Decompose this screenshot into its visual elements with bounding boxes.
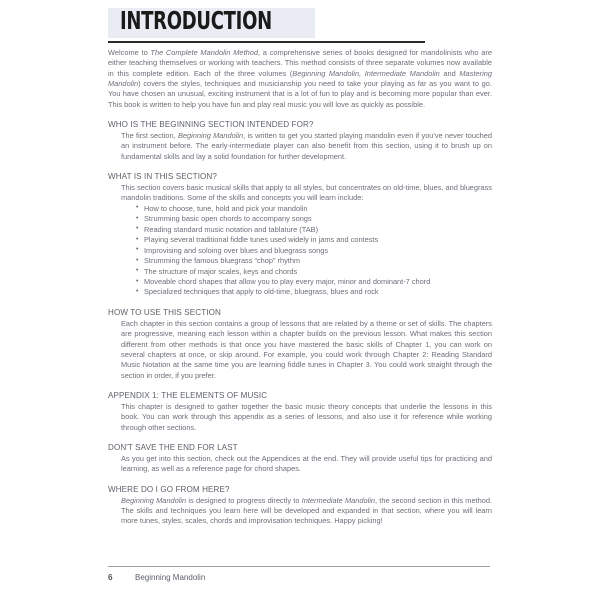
section-text-1: The first section, — [121, 131, 178, 141]
section-what-is-in-this-section — [108, 171, 492, 298]
section-text-2: , is written to get you started playing mandolin even if you've never touched an instrument before. The early-intermediate player can also benefit from this section, using it to brush up on fundamental skills and lay a solid foundation for further development. — [121, 131, 492, 161]
list-item: • Playing several traditional fiddle tunes used widely in jams and contests — [136, 235, 492, 245]
title-divider-rule — [108, 41, 425, 43]
section-text-1: is designed to progress directly to — [186, 495, 302, 505]
intro-text-3: and — [439, 68, 460, 78]
intro-text-2: , a comprehensive series of books designed for mandolinists who are either teaching themselves or working with teachers. This method consists of three separate volumes now available in this complete edition. Each of the three volumes ( — [108, 48, 492, 78]
list-item: • Specialized techniques that apply to old-time, bluegrass, blues and rock — [136, 287, 492, 297]
section-body: This chapter is designed to gather together the basic music theory concepts that underlie the lessons in this book. You can work through this appendix as a series of lessons, and also use it for reference while working through other sections. — [121, 401, 492, 432]
list-item: • How to choose, tune, hold and pick your mandolin — [136, 204, 492, 214]
section-heading: APPENDIX 1: THE ELEMENTS OF MUSIC — [108, 390, 268, 400]
page-footer — [108, 566, 490, 582]
page-title: INTRODUCTION — [120, 6, 272, 35]
list-item: • Reading standard music notation and tablature (TAB) — [136, 225, 492, 235]
volume-title-beginning: Beginning Mandolin — [121, 495, 187, 505]
list-item: • Strumming basic open chords to accompany songs — [136, 214, 492, 224]
footer-divider-rule — [108, 566, 490, 567]
section-body: This section covers basic musical skills that apply to all styles, but concentrates on old-time, blues, and bluegrass mandolin traditions. Some of the skills and concepts you will learn include: — [121, 183, 492, 203]
volume-title-beginning: Beginning Mandolin — [177, 131, 244, 141]
section-heading: WHERE DO I GO FROM HERE? — [108, 484, 230, 494]
page-number: 6 — [108, 573, 113, 582]
section-heading: HOW TO USE THIS SECTION — [108, 307, 221, 317]
skills-bullet-list — [108, 204, 492, 298]
volume-title-intermediate: Intermediate Mandolin — [301, 495, 375, 505]
section-who-is-it-for — [108, 119, 492, 162]
volume-titles-1: Beginning Mandolin, Intermediate Mandolin — [292, 68, 440, 78]
section-heading: DON'T SAVE THE END FOR LAST — [108, 442, 238, 452]
list-item: • Strumming the famous bluegrass “chop” rhythm — [136, 256, 492, 266]
intro-text-4: ) covers the styles, techniques and musicianship you need to take your playing as far as you want to go. You have chosen an unusual, exciting instrument that is a lot of fun to play and is becoming more popular than ever. This book is written to help you have fun and play real music you will love as quickly as possible. — [108, 79, 492, 109]
section-appendix-1 — [108, 390, 492, 433]
list-item: • Moveable chord shapes that allow you to play every major, minor and dominant-7 chord — [136, 277, 492, 287]
section-heading: WHAT IS IN THIS SECTION? — [108, 172, 217, 182]
section-body: Each chapter in this section contains a group of lessons that are related by a theme or set of skills. The chapters are progressive, meaning each lesson within a chapter builds on the previous lesson. What makes this section different from other methods is that once you have mastered the basic skills of Chapter 1, you can work on several chapters at once, or skip around. For example, you could work through Chapter 2: Reading Standard Music Notation at the same time you are learning fiddle tunes in Chapter 3. You could work straight through the section in order, if you prefer. — [121, 318, 492, 380]
page-content-column — [108, 0, 492, 600]
section-how-to-use — [108, 307, 492, 381]
section-heading: WHO IS THE BEGINNING SECTION INTENDED FOR? — [108, 120, 314, 130]
list-item: • Improvising and soloing over blues and bluegrass songs — [136, 246, 492, 256]
section-where-do-i-go — [108, 484, 492, 527]
volume-title-mastering: Mastering Mandolin — [108, 68, 492, 89]
section-body — [108, 131, 492, 162]
page-header — [108, 0, 492, 48]
section-body: As you get into this section, check out the Appendices at the end. They will provide useful tips for practicing and learning, as well as a reference page for chord shapes. — [121, 453, 492, 474]
intro-text-1: Welcome to — [108, 48, 151, 57]
footer-book-title: Beginning Mandolin — [135, 573, 206, 582]
intro-paragraph — [108, 48, 492, 110]
section-dont-save-the-end — [108, 442, 492, 475]
footer-row — [108, 573, 490, 582]
section-text-2: , the second section in this method. The skills and techniques you learn here will be developed and expanded in that section, where you will learn more tunes, styles, scales, chords and improvisation techniques. Happy picking! — [121, 495, 493, 526]
section-body — [108, 496, 492, 527]
book-title-complete-method: The Complete Mandolin Method — [150, 48, 259, 57]
list-item: • The structure of major scales, keys and chords — [136, 267, 492, 277]
